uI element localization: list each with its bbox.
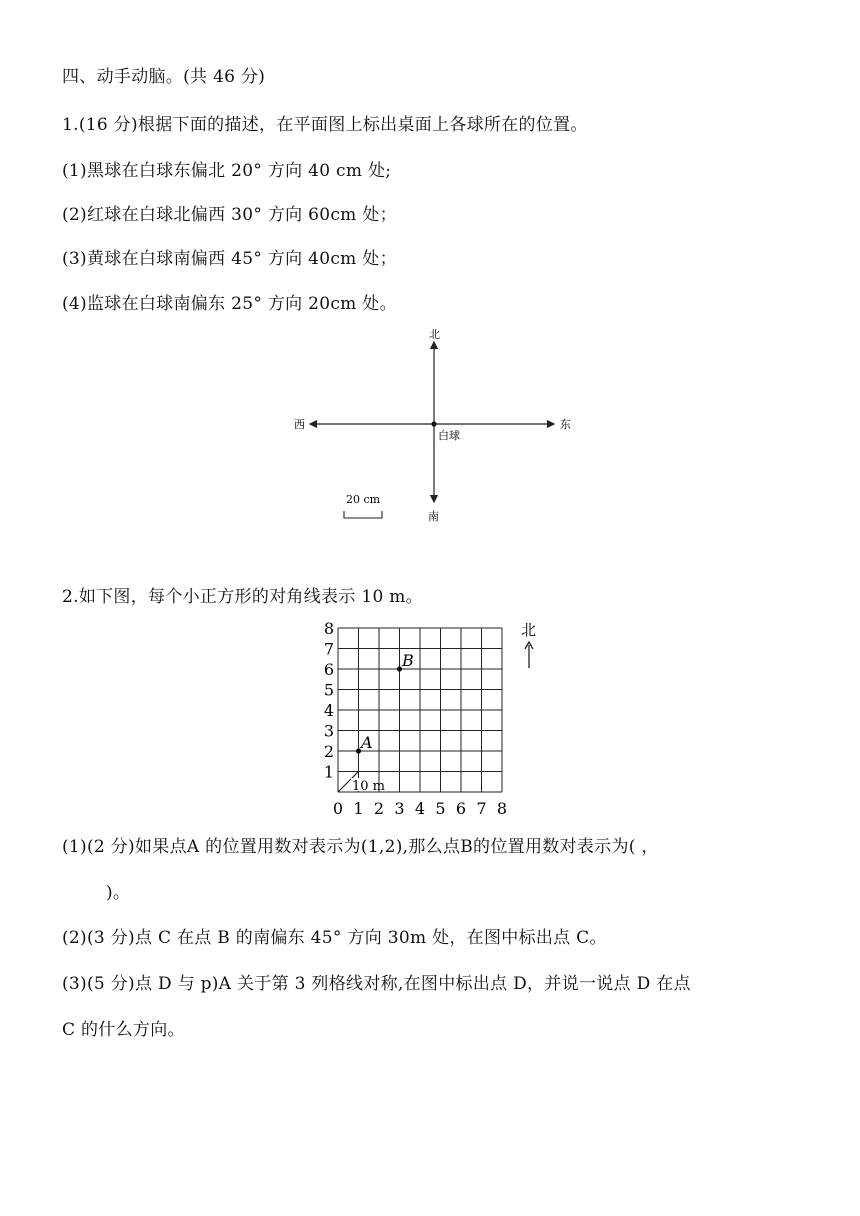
point-a-label: A xyxy=(361,733,373,752)
y-tick-label: 6 xyxy=(323,660,334,679)
y-tick-label: 8 xyxy=(323,619,334,638)
question-2-sub-3: (3)(5 分)点 D 与 p)A 关于第 3 列格线对称,在图中标出点 D，并说一说点 D 在点 xyxy=(62,974,691,994)
x-tick-label: 7 xyxy=(476,799,487,818)
question-2-sub-1: (1)(2 分)如果点A 的位置用数对表示为(1,2),那么点B的位置用数对表示为( ， xyxy=(62,837,659,857)
white-ball-label: 白球 xyxy=(438,429,460,442)
grid-figure xyxy=(315,618,545,823)
x-tick-label: 0 xyxy=(332,799,344,818)
north-label: 北 xyxy=(429,328,440,341)
x-tick-label: 2 xyxy=(373,799,385,818)
question-2-sub-2: (2)(3 分)点 C 在点 B 的南偏东 45° 方向 30m 处，在图中标出点 C。 xyxy=(62,928,607,948)
x-tick-label: 6 xyxy=(455,799,467,818)
white-ball-point xyxy=(431,421,436,426)
y-tick-label: 4 xyxy=(323,701,334,720)
x-tick-label: 5 xyxy=(435,799,446,818)
question-2-prompt: 2.如下图，每个小正方形的对角线表示 10 m。 xyxy=(62,587,423,607)
y-tick-label: 7 xyxy=(323,639,334,659)
point-b-label: B xyxy=(402,651,414,670)
question-1-item: (1)黑球在白球东偏北 20° 方向 40 cm 处; xyxy=(62,161,392,181)
x-tick-label: 8 xyxy=(496,799,508,818)
question-2-sub-1-answer-close: )。 xyxy=(106,883,131,903)
north-label: 北 xyxy=(521,621,537,639)
x-axis-labels xyxy=(333,799,507,818)
diagonal-scale-label: 10 m xyxy=(352,779,386,794)
section-title: 四、动手动脑。(共 46 分) xyxy=(62,67,266,87)
question-2-sub-3-cont: C 的什么方向。 xyxy=(62,1020,185,1040)
scale-bar xyxy=(344,511,382,518)
compass-figure xyxy=(280,322,580,532)
question-1-prompt: 1.(16 分)根据下面的描述，在平面图上标出桌面上各球所在的位置。 xyxy=(62,115,588,135)
y-tick-label: 5 xyxy=(323,680,334,700)
question-1-item: (3)黄球在白球南偏西 45° 方向 40cm 处； xyxy=(62,249,397,269)
y-tick-label: 1 xyxy=(323,762,334,782)
east-label: 东 xyxy=(560,418,571,431)
y-axis-labels xyxy=(324,619,334,782)
question-1-item: (4)监球在白球南偏东 25° 方向 20cm 处。 xyxy=(62,294,397,314)
south-label: 南 xyxy=(428,510,439,523)
x-tick-label: 3 xyxy=(394,799,405,818)
y-tick-label: 3 xyxy=(323,721,334,741)
y-tick-label: 2 xyxy=(323,742,334,761)
scale-label: 20 cm xyxy=(346,493,381,506)
x-tick-label: 4 xyxy=(414,799,426,818)
grid-lines xyxy=(338,628,502,792)
west-label: 西 xyxy=(294,418,305,431)
question-1-item: (2)红球在白球北偏西 30° 方向 60cm 处； xyxy=(62,205,397,225)
x-tick-label: 1 xyxy=(353,799,364,818)
